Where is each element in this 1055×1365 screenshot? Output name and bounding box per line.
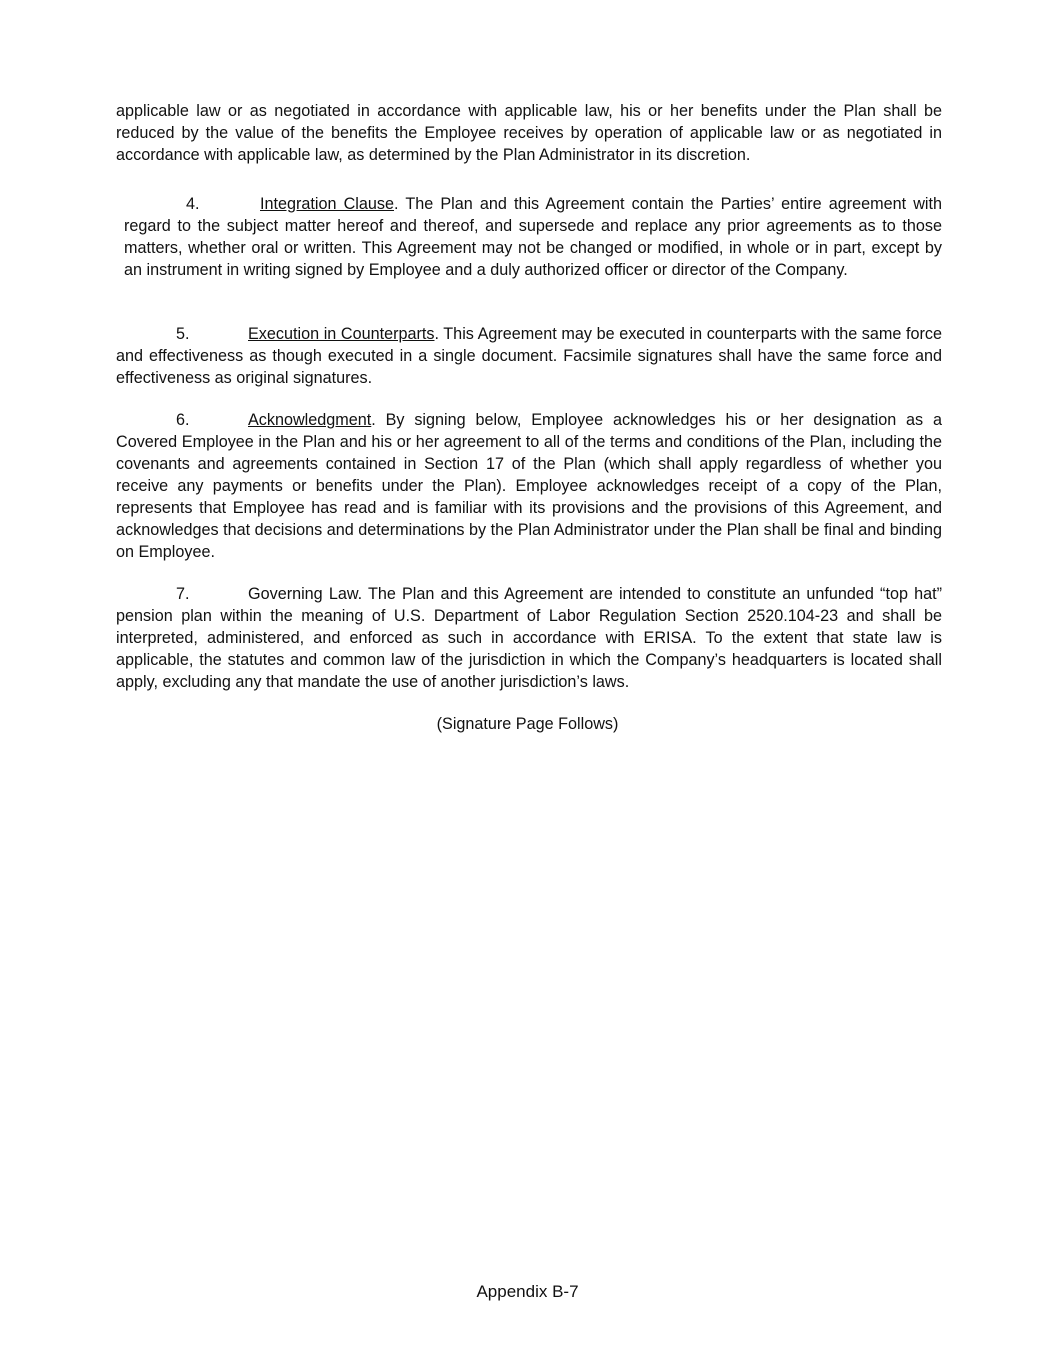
section-heading: Execution in Counterparts	[248, 325, 435, 343]
section-6	[116, 409, 942, 563]
section-number: 4.	[186, 195, 200, 213]
signature-page-note: (Signature Page Follows)	[436, 715, 619, 733]
section-heading: Governing Law	[248, 585, 358, 603]
section-body: . The Plan and this Agreement are intended to constitute an unfunded “top hat” pension plan within the meaning of U.S. Department of Labor Regulation Section 2520.104-23 and shall be interpreted, administered, and enforced as such in accordance with ERISA. To the extent that state law is applicable, the statutes and common law of the jurisdiction in which the Company’s headquarters is located shall apply, excluding any that mandate the use of another jurisdiction’s laws.	[116, 585, 942, 691]
continued-paragraph: applicable law or as negotiated in accordance with applicable law, his or her benefits under the Plan shall be reduced by the value of the benefits the Employee receives by operation of applicable law or as negotiated in accordance with applicable law, as determined by the Plan Administrator in its discretion.	[116, 102, 942, 164]
section-heading: Acknowledgment	[248, 411, 372, 429]
section-body: . This Agreement may be executed in counterparts with the same force and effectiveness as though executed in a single document. Facsimile signatures shall have the same force and effectiveness as original signatures.	[116, 325, 942, 387]
section-number: 7.	[176, 585, 190, 603]
section-body: . By signing below, Employee acknowledges his or her designation as a Covered Employee in the Plan and his or her agreement to all of the terms and conditions of the Plan, including the covenants and agreements contained in Section 17 of the Plan (which shall apply regardless of whether you receive any payments or benefits under the Plan). Employee acknowledges receipt of a copy of the Plan, represents that Employee has read and is familiar with its provisions and the provisions of this Agreement, and acknowledges that decisions and determinations by the Plan Administrator under the Plan shall be final and binding on Employee.	[116, 411, 942, 561]
section-7	[116, 583, 942, 693]
page-footer: Appendix B-7	[476, 1282, 579, 1301]
section-number: 6.	[176, 411, 190, 429]
section-heading: Integration Clause	[260, 195, 394, 213]
section-4	[124, 193, 942, 281]
section-5	[116, 323, 942, 389]
section-body: . The Plan and this Agreement contain the Parties’ entire agreement with regard to the subject matter hereof and thereof, and supersede and replace any prior agreements as to those matters, whether oral or written. This Agreement may not be changed or modified, in whole or in part, except by an instrument in writing signed by Employee and a duly authorized officer or director of the Company.	[124, 195, 942, 279]
section-number: 5.	[176, 325, 190, 343]
